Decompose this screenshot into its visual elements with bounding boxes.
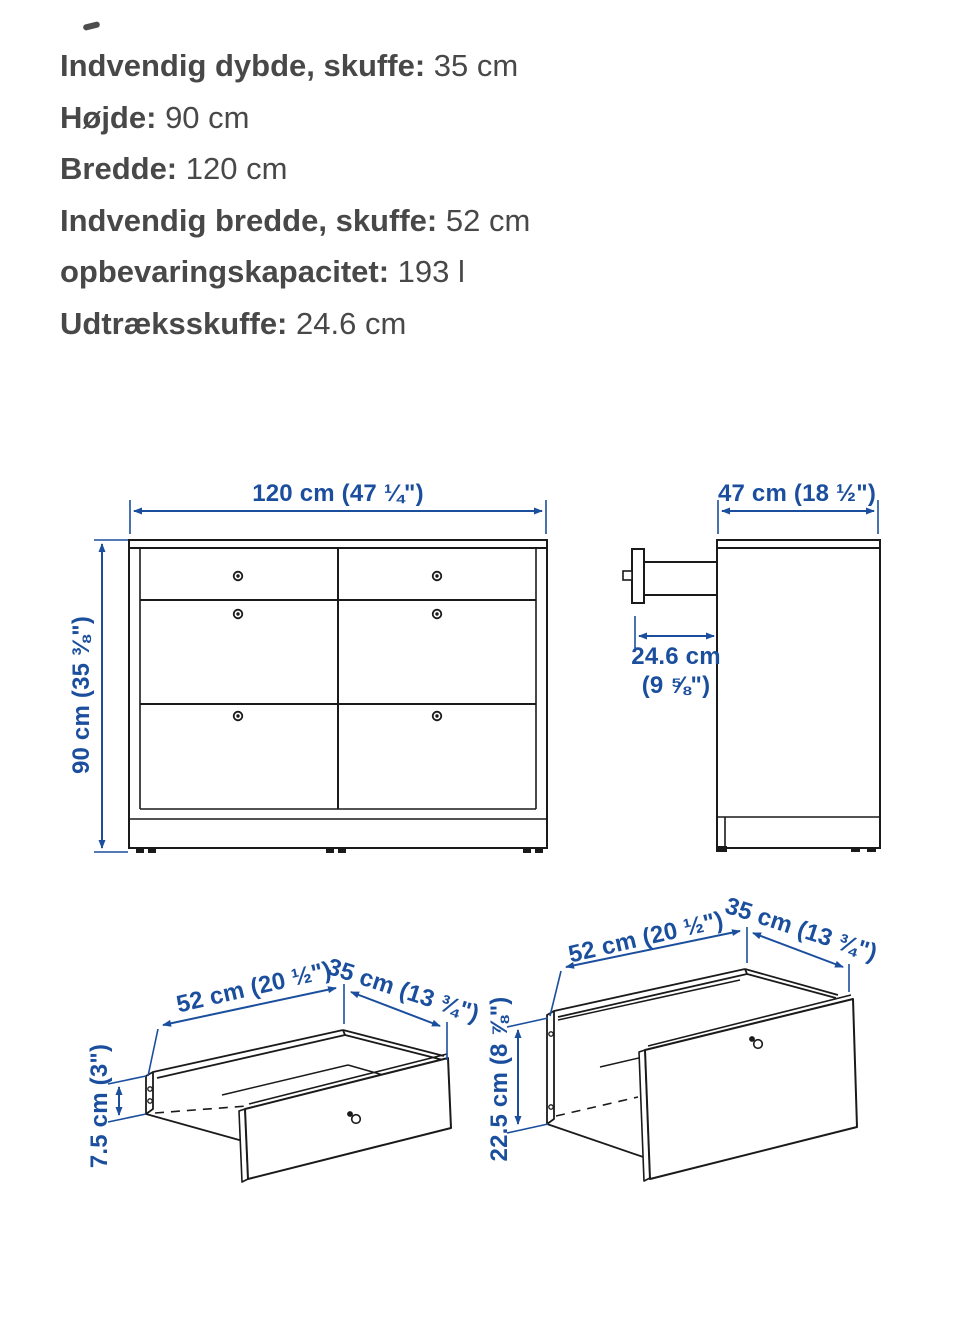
front-view-drawing bbox=[129, 540, 547, 853]
side-pullout-label bbox=[631, 642, 720, 700]
front-width-label: 120 cm (47 ¼") bbox=[252, 480, 424, 507]
small-drawer-width-label: 52 cm (20 ½") bbox=[173, 956, 334, 1019]
spec-label: Udtræksskuffe: bbox=[60, 305, 288, 341]
large-drawer-drawing bbox=[547, 969, 857, 1181]
small-drawer-drawing bbox=[146, 1030, 451, 1182]
spec-label: Indvendig bredde, skuffe: bbox=[60, 202, 438, 238]
spec-label: Indvendig dybde, skuffe: bbox=[60, 48, 426, 83]
spec-label: Højde: bbox=[60, 99, 157, 135]
pulled-out-drawer bbox=[623, 549, 717, 603]
spec-label: Bredde: bbox=[60, 151, 178, 186]
spec-label: opbevaringskapacitet: bbox=[60, 254, 390, 289]
side-pullout-label-line1: 24.6 cm bbox=[631, 643, 721, 670]
spec-value: 52 cm bbox=[445, 202, 531, 238]
large-drawer-width-label: 52 cm (20 ½") bbox=[565, 906, 726, 969]
side-depth-label: 47 cm (18 ½") bbox=[717, 480, 877, 507]
small-drawer-height-label: 7.5 cm (3") bbox=[86, 1043, 113, 1169]
spec-value: 193 l bbox=[397, 254, 465, 289]
large-drawer-depth-label: 35 cm (13 ¾") bbox=[721, 892, 881, 967]
small-drawer-depth-label: 35 cm (13 ¾") bbox=[323, 953, 483, 1028]
spec-value: 120 cm bbox=[185, 151, 288, 186]
side-pullout-label-line2: (9 ⅝") bbox=[641, 672, 711, 699]
spec-value: 35 cm bbox=[433, 48, 519, 83]
large-drawer-height-label: 22.5 cm (8 ⅞") bbox=[486, 996, 513, 1162]
spec-value: 24.6 cm bbox=[296, 305, 407, 341]
spec-value: 90 cm bbox=[165, 99, 250, 135]
front-height-label: 90 cm (35 ⅜") bbox=[68, 615, 95, 775]
side-knob bbox=[623, 571, 632, 580]
